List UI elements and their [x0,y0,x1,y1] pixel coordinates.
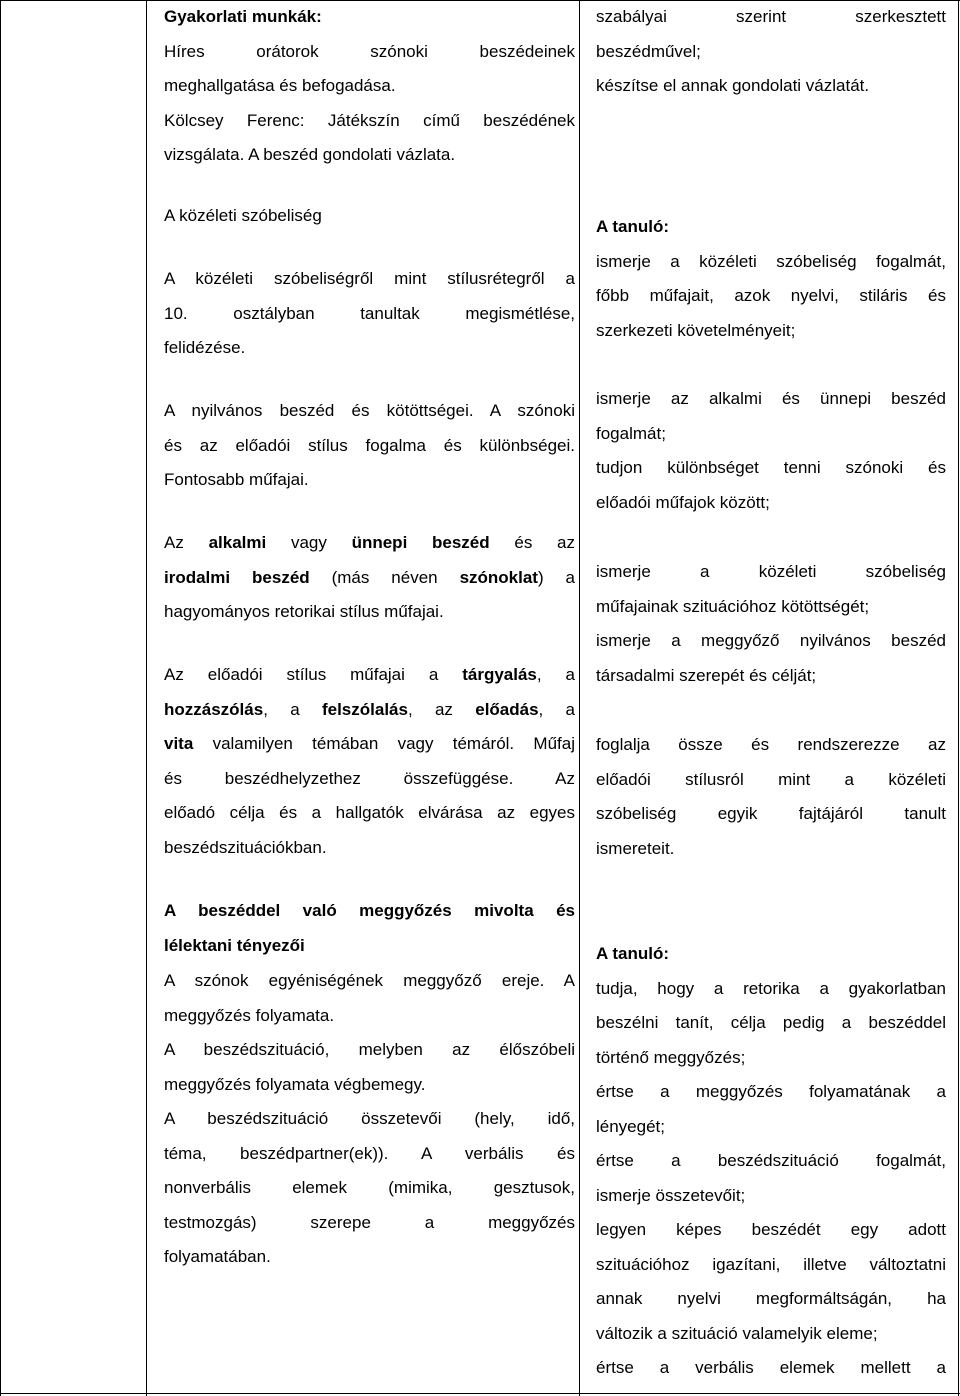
persuasion-text [164,964,575,1275]
text-line: Híres orátorok szónoki beszédeinek [164,41,575,61]
text-line: A beszédszituáció összetevői (hely, idő, [164,1109,575,1128]
student-req-text-2 [596,972,946,1386]
table-border-left [0,0,1,1396]
student-req-text-a [596,245,946,349]
text-line: foglalja össze és rendszerezze az [596,735,946,754]
presenter-style-paragraph [164,658,575,865]
occasional-speech-paragraph [164,526,575,630]
persuasion-heading-text [164,894,575,963]
text-line: ismerje a meggyőző nyilvános beszéd [596,631,946,650]
student-requirements-1d [596,728,946,866]
text-line: meghallgatása és befogadása. [164,76,396,95]
paragraph-line: beszédszituációkban. [164,837,327,857]
requirements-top-text [596,0,946,104]
text-line: értse a beszédszituáció fogalmát, [596,1151,946,1170]
text-line: szituációhoz igazítani, illetve változtatni [596,1254,946,1274]
text-line: felidézése. [164,338,246,357]
text-line: ismerje a közéleti szóbeliség [596,562,946,581]
text-line: és az előadói stílus fogalma és különbségei. [164,435,575,455]
paragraph-line: és beszédhelyzethez összefüggése. Az [164,768,575,788]
text-line: előadói műfajok között; [596,492,770,512]
paragraph-line: előadó célja és a hallgatók elvárása az egyes [164,803,575,822]
practical-heading: Gyakorlati munkák: [164,7,322,26]
text-line: értse a meggyőzés folyamatának a [596,1082,946,1101]
text-line: értse a verbális elemek mellett a [596,1358,946,1377]
student-requirements-2 [596,937,946,1386]
public-speech-text [164,394,575,498]
table-column-divider-1 [146,0,147,1396]
practical-text [164,35,575,173]
text-line: nonverbális elemek (mimika, gesztusok, [164,1178,575,1197]
text-line: folyamatában. [164,1247,271,1266]
text-line: legyen képes beszédét egy adott [596,1220,946,1239]
text-line: ismerje összetevőit; [596,1185,746,1205]
persuasion-heading [164,894,575,963]
table-border-bottom [0,1393,960,1394]
table-border-right [958,0,959,1396]
text-line: tudja, hogy a retorika a gyakorlatban [596,978,946,998]
text-line: változik a szituáció valamelyik eleme; [596,1323,878,1343]
text-line: beszélni tanít, célja pedig a beszéddel [596,1013,946,1032]
text-line: testmozgás) szerepe a meggyőzés [164,1212,575,1232]
student-req-text-d [596,728,946,866]
paragraph-line: Az előadói stílus műfajai a tárgyalás, a [164,665,575,684]
paragraph-line: hozzászólás, a felszólalás, az előadás, a [164,699,576,719]
text-line: ismerje a közéleti szóbeliség fogalmát, [596,251,946,271]
text-line: szóbeliség egyik fajtájáról tanult [596,804,946,823]
topic-intro-paragraph [164,262,575,366]
text-line: társadalmi szerepét és célját; [596,665,817,685]
text-line: A szónok egyéniségének meggyőző ereje. A [164,971,575,990]
text-line: tudjon különbséget tenni szónoki és [596,458,946,477]
text-line: szerkezeti követelményeit; [596,320,796,340]
text-line: vizsgálata. A beszéd gondolati vázlata. [164,145,456,164]
text-line: szabályai szerint szerkesztett [596,7,946,26]
text-line: A közéleti szóbeliségről mint stílusrétegről a [164,269,575,288]
paragraph-line: vita valamilyen témában vagy témáról. Műfaj [164,734,575,753]
paragraph-line: irodalmi beszéd (más néven szónoklat) a [164,567,576,587]
text-line: meggyőzés folyamata. [164,1005,335,1025]
text-line: beszédművel; [596,41,701,61]
topic-heading: A közéleti szóbeliség [164,206,322,225]
text-line: meggyőzés folyamata végbemegy. [164,1074,426,1094]
student-requirements-1b [596,382,946,520]
text-line: 10. osztályban tanultak megismétlése, [164,303,575,323]
student-heading: A tanuló: [596,217,670,236]
persuasion-paragraph [164,964,575,1275]
text-line: Kölcsey Ferenc: Játékszín című beszédének [164,110,575,130]
practical-work-block [164,0,575,173]
student-requirements-1 [596,210,946,348]
text-line: főbb műfajait, azok nyelvi, stiláris és [596,286,946,305]
student-req-text-b [596,382,946,520]
topic-intro-text [164,262,575,366]
text-line: fogalmát; [596,423,666,443]
student-requirements-1c [596,555,946,693]
text-line: A nyilvános beszéd és kötöttségei. A szónoki [164,401,575,420]
text-line: annak nyelvi megformáltságán, ha [596,1289,946,1308]
public-speech-paragraph [164,394,575,498]
text-line: készítse el annak gondolati vázlatát. [596,76,870,95]
student-req-text-c [596,555,946,693]
text-line: ismereteit. [596,838,675,858]
topic-public-speech-block [164,199,575,234]
text-line: előadói stílusról mint a közéleti [596,769,946,789]
text-line: ismerje az alkalmi és ünnepi beszéd [596,389,946,408]
text-line: Fontosabb műfajai. [164,470,309,489]
text-line: téma, beszédpartner(ek)). A verbális és [164,1143,575,1163]
requirements-top-block [596,0,946,104]
text-line: A beszédszituáció, melyben az élőszóbeli [164,1040,575,1059]
text-line: A beszéddel való meggyőzés mivolta és [164,901,575,920]
paragraph-line: hagyományos retorikai stílus műfajai. [164,602,444,621]
text-line: történő meggyőzés; [596,1047,746,1067]
text-line: lélektani tényezői [164,935,305,955]
student-heading: A tanuló: [596,944,670,963]
paragraph-line: Az alkalmi vagy ünnepi beszéd és az [164,533,576,552]
table-column-divider-2 [579,0,580,1396]
text-line: lényegét; [596,1116,665,1136]
text-line: műfajainak szituációhoz kötöttségét; [596,596,870,616]
